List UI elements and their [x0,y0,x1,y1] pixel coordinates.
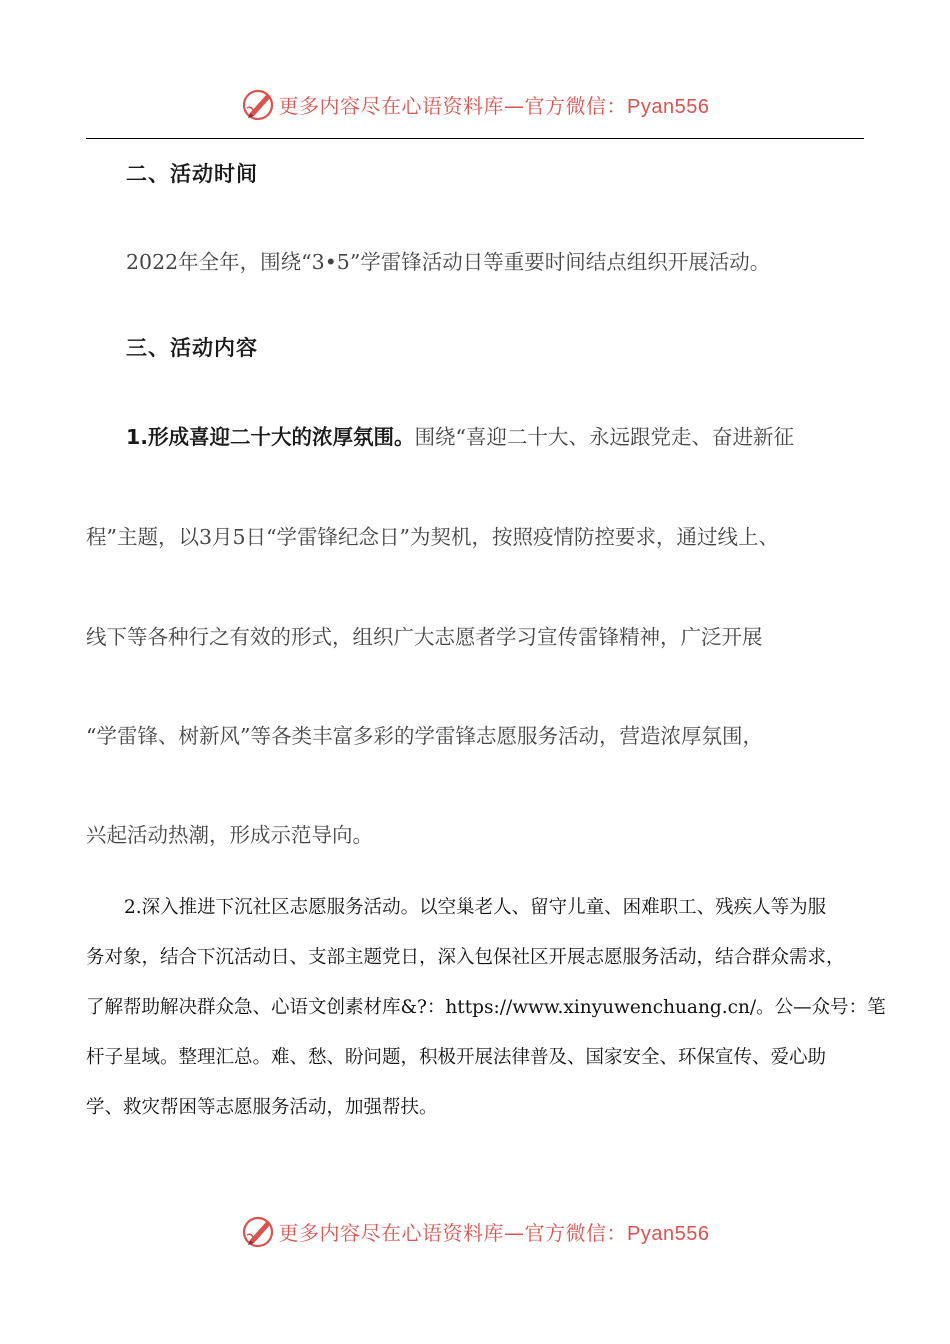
pen-logo-icon [241,86,277,122]
header-banner [0,84,950,124]
item1-line5: 兴起活动热潮，形成示范导向。 [86,823,373,847]
item1-lead: 1.形成喜迎二十大的浓厚氛围。 [126,425,415,449]
item1-line2: 程”主题，以3月5日“学雷锋纪念日”为契机，按照疫情防控要求，通过线上、 [86,525,780,549]
item2-line5: 学、救灾帮困等志愿服务活动，加强帮扶。 [86,1097,438,1118]
item1-line1: 1.形成喜迎二十大的浓厚氛围。围绕“喜迎二十大、永远跟党走、奋进新征 [126,425,795,449]
header-banner-text: 更多内容尽在心语资料库—官方微信：Pyan556 [278,93,710,118]
item2-line3: 了解帮助解决群众急、心语文创素材库&?：https://www.xinyuwenchuang.cn/。公—众号：笔 [86,997,886,1018]
item2-line2: 务对象，结合下沉活动日、支部主题党日，深入包保社区开展志愿服务活动，结合群众需求， [86,947,845,968]
section-heading-time: 二、活动时间 [126,162,258,186]
header-rule [86,138,864,139]
section-heading-content: 三、活动内容 [126,336,258,360]
item2-line1: 2.深入推进下沉社区志愿服务活动。以空巢老人、留守儿童、困难职工、残疾人等为服 [124,897,827,918]
section-time-body: 2022年全年，围绕“3•5”学雷锋活动日等重要时间结点组织开展活动。 [126,250,771,274]
item2-line4: 杆子星域。整理汇总。难、愁、盼问题，积极开展法律普及、国家安全、环保宣传、爱心助 [86,1047,827,1068]
item1-line3: 线下等各种行之有效的形式，组织广大志愿者学习宣传雷锋精神，广泛开展 [86,625,763,649]
pen-logo-icon [241,1213,277,1249]
item1-line4: “学雷锋、树新风”等各类丰富多彩的学雷锋志愿服务活动，营造浓厚氛围， [86,724,763,748]
footer-banner [0,1211,950,1251]
footer-banner-text: 更多内容尽在心语资料库—官方微信：Pyan556 [278,1220,710,1245]
